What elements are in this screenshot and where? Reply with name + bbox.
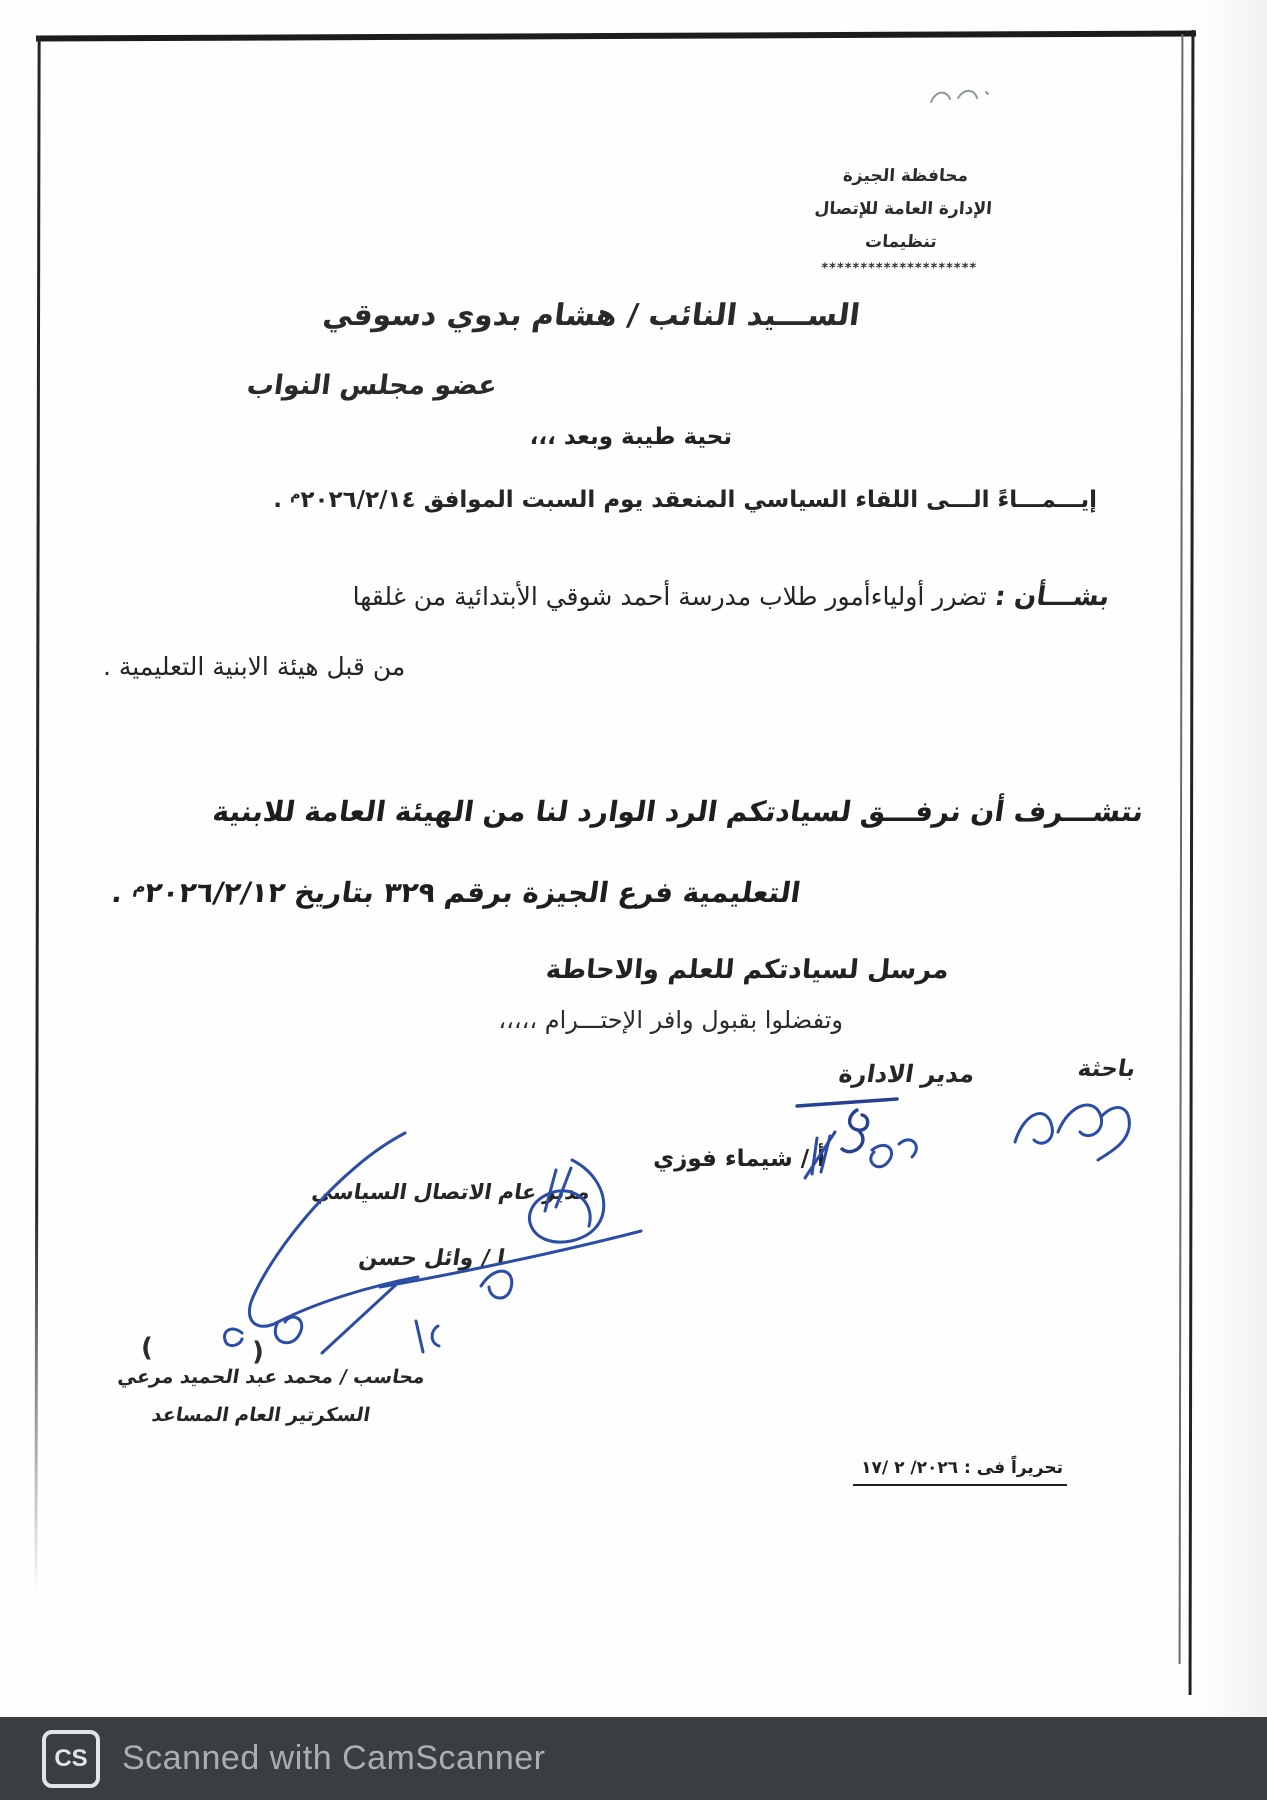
page-border-left: [34, 36, 40, 1596]
closing-line-2: وتفضلوا بقبول وافر الإحتـــرام ،،،،،: [498, 1006, 843, 1034]
camscanner-logo-text: CS: [54, 1744, 88, 1772]
body-line-2-period: .: [109, 876, 125, 909]
body-line-2-text: التعليمية فرع الجيزة برقم ٣٢٩ بتاريخ: [292, 876, 803, 909]
page-border-right-outer: [1189, 30, 1195, 1695]
issued-date-label: تحريراً فى :: [964, 1458, 1063, 1478]
reference-text: إيـــمـــاءً الـــى اللقاء السياسي المنعقد يوم السبت الموافق: [423, 487, 1097, 513]
secretary-signature: [180, 1125, 490, 1365]
issued-date-line: [853, 1458, 1067, 1486]
recipient-name: الســـيد النائب / هشام بدوي دسوقي: [321, 298, 863, 333]
reference-date-suffix: م: [290, 487, 301, 504]
letterhead: [796, 160, 1009, 279]
recipient-title: عضو مجلس النواب: [245, 370, 499, 401]
camscanner-label: Scanned with CamScanner: [122, 1739, 546, 1777]
researcher-title: باحثة: [1075, 1056, 1138, 1082]
closing-line-1: مرسل لسيادتكم للعلم والاحاطة: [545, 955, 951, 985]
letterhead-governorate: محافظة الجيزة: [842, 166, 969, 186]
subject-text: تضرر أولياءأمور طلاب مدرسة أحمد شوقي الأبتدائية من غلقها: [352, 582, 987, 611]
page-border-right-inner: [1179, 34, 1184, 1664]
secretary-name: محاسب / محمد عبد الحميد مرعي: [116, 1366, 427, 1388]
political-director-title: مدير عام الاتصال السياسي: [310, 1180, 592, 1204]
admin-director-signature: [775, 1088, 950, 1198]
secretary-title: السكرتير العام المساعد: [150, 1404, 372, 1426]
letterhead-department: تنظيمات: [864, 232, 938, 252]
reference-period: .: [273, 487, 283, 513]
page-border-top: [36, 30, 1196, 41]
camscanner-logo-icon: [42, 1730, 100, 1788]
admin-director-title: مدير الادارة: [837, 1060, 978, 1088]
secretary-paren-open: (: [141, 1333, 153, 1363]
researcher-signature: [1000, 1072, 1150, 1172]
body-line-1: نتشـــرف أن نرفـــق لسيادتكم الرد الوارد لنا من الهيئة العامة للابنية: [210, 795, 1146, 828]
pen-specks: [925, 80, 997, 112]
subject-label: بشـــأن :: [992, 582, 1112, 612]
body-line-2-date-suffix: م: [131, 877, 147, 898]
letterhead-administration: الإدارة العامة للإتصال: [813, 199, 993, 219]
reference-line: [273, 487, 1097, 513]
letterhead-separator: ********************: [820, 261, 978, 276]
subject-continuation: من قبل هيئة الابنية التعليمية .: [103, 652, 406, 681]
issued-date-value: ٢٠٢٦/ ٢ /١٧: [861, 1458, 959, 1478]
political-director-name: ا / وائل حسن: [357, 1246, 507, 1271]
admin-director-name: أ / شيماء فوزي: [653, 1146, 825, 1172]
secretary-paren-close: ): [252, 1337, 264, 1367]
salutation-line: تحية طيبة وبعد ،،،: [529, 424, 732, 450]
scan-edge-shading: [1196, 0, 1267, 1717]
body-line-2-date: ٢٠٢٦/٢/١٢: [142, 876, 288, 909]
subject-line: [352, 582, 1112, 612]
camscanner-footer: [0, 1717, 1267, 1800]
reference-date: ٢٠٢٦/٢/١٤: [300, 487, 416, 513]
body-line-2: [109, 876, 802, 909]
